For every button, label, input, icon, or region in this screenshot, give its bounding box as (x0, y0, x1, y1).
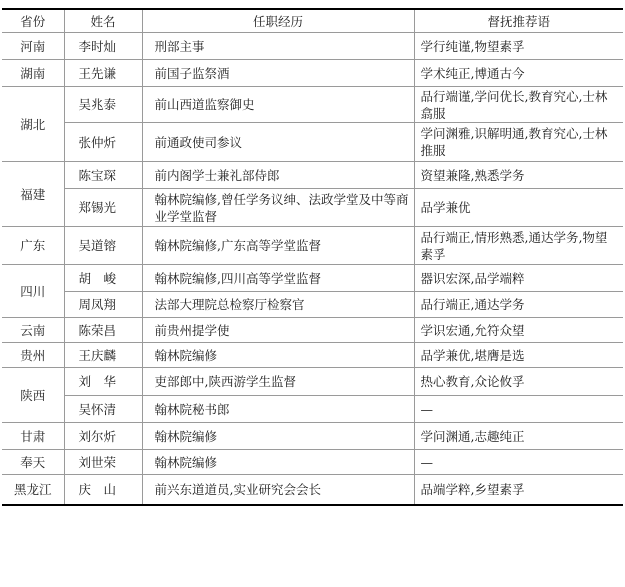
recommendation-cell: — (414, 450, 623, 475)
history-cell: 前通政使司参议 (142, 123, 414, 162)
recommendation-cell: 器识宏深,品学端粹 (414, 265, 623, 292)
name-cell: 刘 华 (64, 368, 142, 396)
recommendation-table (2, 8, 623, 506)
table-body (2, 33, 623, 505)
history-cell: 前兴东道道员,实业研究会会长 (142, 475, 414, 505)
table-row (2, 475, 623, 505)
name-cell: 吴兆泰 (64, 87, 142, 123)
name-cell: 王先谦 (64, 60, 142, 87)
recommendation-cell: 品学兼优,堪膺是选 (414, 343, 623, 368)
name-cell: 郑锡光 (64, 189, 142, 227)
recommendation-cell: 学行纯谨,物望素孚 (414, 33, 623, 60)
history-cell: 翰林院编修,四川高等学堂监督 (142, 265, 414, 292)
name-cell: 刘尔炘 (64, 423, 142, 450)
province-cell: 云南 (2, 318, 64, 343)
province-cell: 甘肃 (2, 423, 64, 450)
header-name: 姓名 (64, 9, 142, 33)
table-row (2, 423, 623, 450)
table-row (2, 189, 623, 227)
recommendation-cell: 学问渊雅,识解明通,教育究心,士林推服 (414, 123, 623, 162)
history-cell: 前国子监祭酒 (142, 60, 414, 87)
table-row (2, 318, 623, 343)
recommendation-cell: 学识宏通,允符众望 (414, 318, 623, 343)
name-cell: 周凤翔 (64, 292, 142, 318)
recommendation-cell: 品端学粹,乡望素孚 (414, 475, 623, 505)
name-cell: 吴怀清 (64, 396, 142, 423)
history-cell: 翰林院编修 (142, 343, 414, 368)
history-cell: 前内阁学士兼礼部侍郎 (142, 162, 414, 189)
recommendation-cell: 品学兼优 (414, 189, 623, 227)
table-row (2, 343, 623, 368)
recommendation-cell: — (414, 396, 623, 423)
recommendation-cell: 资望兼隆,熟悉学务 (414, 162, 623, 189)
name-cell: 王庆麟 (64, 343, 142, 368)
history-cell: 前山西道监察御史 (142, 87, 414, 123)
province-cell: 河南 (2, 33, 64, 60)
table-row (2, 87, 623, 123)
province-cell: 福建 (2, 162, 64, 227)
recommendation-cell: 学术纯正,博通古今 (414, 60, 623, 87)
header-history: 任职经历 (142, 9, 414, 33)
table-row (2, 33, 623, 60)
history-cell: 翰林院编修,广东高等学堂监督 (142, 227, 414, 265)
name-cell: 陈荣昌 (64, 318, 142, 343)
name-cell: 胡 峻 (64, 265, 142, 292)
province-cell: 湖南 (2, 60, 64, 87)
recommendation-cell: 学问渊通,志趣纯正 (414, 423, 623, 450)
name-cell: 庆 山 (64, 475, 142, 505)
history-cell: 刑部主事 (142, 33, 414, 60)
table-row (2, 60, 623, 87)
history-cell: 前贵州提学使 (142, 318, 414, 343)
province-cell: 广东 (2, 227, 64, 265)
table-row (2, 368, 623, 396)
history-cell: 翰林院编修 (142, 423, 414, 450)
table-row (2, 123, 623, 162)
province-cell: 湖北 (2, 87, 64, 162)
recommendation-cell: 品行端正,通达学务 (414, 292, 623, 318)
province-cell: 贵州 (2, 343, 64, 368)
province-cell: 奉天 (2, 450, 64, 475)
table-row (2, 396, 623, 423)
table-row (2, 162, 623, 189)
history-cell: 翰林院编修 (142, 450, 414, 475)
province-cell: 陕西 (2, 368, 64, 423)
history-cell: 翰林院秘书郎 (142, 396, 414, 423)
history-cell: 吏部郎中,陕西游学生监督 (142, 368, 414, 396)
name-cell: 李时灿 (64, 33, 142, 60)
table-row (2, 292, 623, 318)
recommendation-cell: 品行端谨,学问优长,教育究心,士林翕服 (414, 87, 623, 123)
header-row (2, 9, 623, 33)
name-cell: 陈宝琛 (64, 162, 142, 189)
header-province: 省份 (2, 9, 64, 33)
recommendation-cell: 热心教育,众论攸孚 (414, 368, 623, 396)
history-cell: 翰林院编修,曾任学务议绅、法政学堂及中等商业学堂监督 (142, 189, 414, 227)
history-cell: 法部大理院总检察厅检察官 (142, 292, 414, 318)
table-row (2, 227, 623, 265)
province-cell: 四川 (2, 265, 64, 318)
name-cell: 刘世荣 (64, 450, 142, 475)
header-recommendation: 督抚推荐语 (414, 9, 623, 33)
name-cell: 吴道镕 (64, 227, 142, 265)
province-cell: 黑龙江 (2, 475, 64, 505)
name-cell: 张仲炘 (64, 123, 142, 162)
table-row (2, 265, 623, 292)
recommendation-cell: 品行端正,情形熟悉,通达学务,物望素孚 (414, 227, 623, 265)
table-row (2, 450, 623, 475)
